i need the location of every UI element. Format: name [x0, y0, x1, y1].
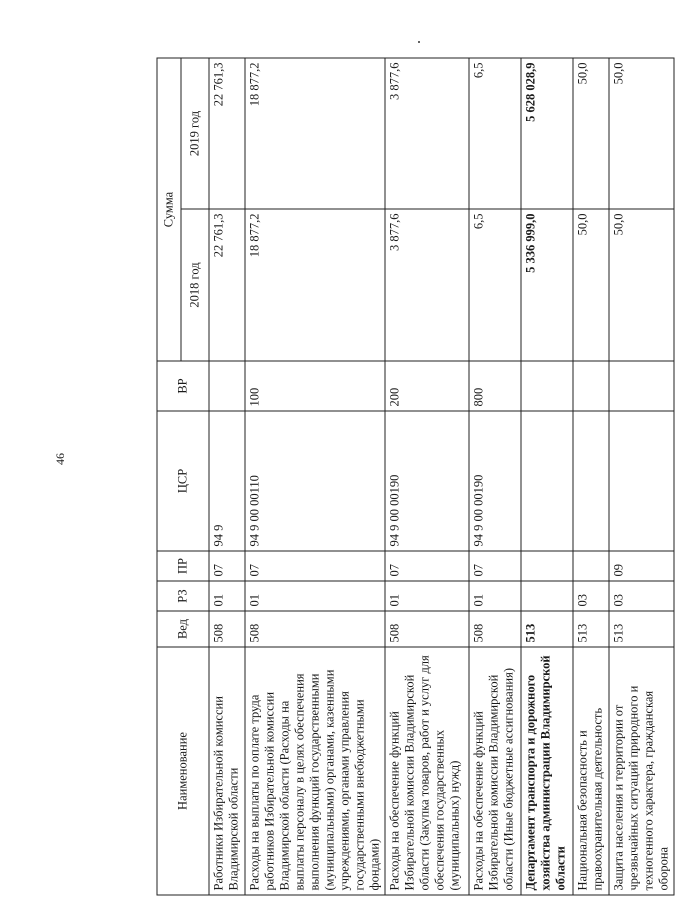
cell-name: Защита населения и территории от чрезвычайных ситуаций природного и техногенного характера, гражданская оборона — [609, 647, 674, 895]
header-name: Наименование — [157, 647, 209, 895]
cell-2019: 3 877,6 — [385, 58, 469, 209]
header-ved: Вед — [157, 611, 209, 647]
table-row — [385, 58, 469, 895]
cell-pr: 09 — [609, 551, 674, 581]
cell-ved: 508 — [209, 611, 245, 647]
cell-2018: 18 877,2 — [245, 209, 385, 361]
cell-rz: 01 — [209, 581, 245, 611]
cell-2019: 5 628 028,9 — [521, 58, 573, 209]
budget-table — [157, 58, 675, 896]
cell-csr — [573, 411, 609, 551]
cell-2019: 18 877,2 — [245, 58, 385, 209]
cell-2019: 22 761,3 — [209, 58, 245, 209]
cell-rz: 01 — [245, 581, 385, 611]
cell-vr: 100 — [245, 361, 385, 411]
cell-name: Работники Избирательной комиссии Владимирской области — [209, 647, 245, 895]
cell-csr — [521, 411, 573, 551]
cell-name: Национальная безопасность и правоохранительная деятельность — [573, 647, 609, 895]
cell-ved: 513 — [609, 611, 674, 647]
cell-name: Департамент транспорта и дорожного хозяйства администрации Владимирской области — [521, 647, 573, 895]
cell-2019: 6,5 — [469, 58, 521, 209]
cell-rz: 01 — [469, 581, 521, 611]
cell-csr — [609, 411, 674, 551]
cell-vr — [609, 361, 674, 411]
cell-2019: 50,0 — [609, 58, 674, 209]
cell-rz — [521, 581, 573, 611]
cell-pr: 07 — [245, 551, 385, 581]
table-row — [469, 58, 521, 895]
cell-ved: 513 — [573, 611, 609, 647]
cell-ved: 508 — [469, 611, 521, 647]
cell-2018: 50,0 — [609, 209, 674, 361]
cell-vr — [521, 361, 573, 411]
cell-vr — [209, 361, 245, 411]
table-row — [521, 58, 573, 895]
header-rz: РЗ — [157, 581, 209, 611]
header-row-1 — [157, 58, 181, 895]
cell-rz: 03 — [573, 581, 609, 611]
cell-csr: 94 9 00 00190 — [385, 411, 469, 551]
cell-csr: 94 9 00 00190 — [469, 411, 521, 551]
header-sum: Сумма — [157, 58, 181, 361]
header-2018: 2018 год — [181, 209, 209, 361]
budget-table-container — [157, 59, 671, 896]
cell-2018: 3 877,6 — [385, 209, 469, 361]
cell-pr: 07 — [209, 551, 245, 581]
table-row — [209, 58, 245, 895]
cell-vr — [573, 361, 609, 411]
cell-pr — [573, 551, 609, 581]
page-number: 46 — [53, 453, 67, 465]
scan-speck — [418, 41, 420, 43]
cell-rz: 03 — [609, 581, 674, 611]
cell-vr: 800 — [469, 361, 521, 411]
cell-pr: 07 — [469, 551, 521, 581]
cell-pr: 07 — [385, 551, 469, 581]
table-row — [609, 58, 674, 895]
header-pr: ПР — [157, 551, 209, 581]
cell-2018: 50,0 — [573, 209, 609, 361]
cell-pr — [521, 551, 573, 581]
cell-2018: 5 336 999,0 — [521, 209, 573, 361]
cell-2018: 6,5 — [469, 209, 521, 361]
cell-csr: 94 9 — [209, 411, 245, 551]
cell-ved: 508 — [245, 611, 385, 647]
header-vr: ВР — [157, 361, 209, 411]
cell-name: Расходы на обеспечение функций Избирательной комиссии Владимирской области (Закупка товаров, работ и услуг для обеспечения государственных (муниципальных) нужд) — [385, 647, 469, 895]
cell-name: Расходы на выплаты по оплате труда работников Избирательной комиссии Владимирской области (Расходы на выплаты персоналу в целях обеспечения выполнения функций государственными (муниципальными) органами, казенными учреждениями, органами управления государственными внебюджетными фондами) — [245, 647, 385, 895]
header-2019: 2019 год — [181, 58, 209, 209]
cell-rz: 01 — [385, 581, 469, 611]
table-row — [245, 58, 385, 895]
header-csr: ЦСР — [157, 411, 209, 551]
cell-ved: 508 — [385, 611, 469, 647]
cell-ved: 513 — [521, 611, 573, 647]
cell-2019: 50,0 — [573, 58, 609, 209]
cell-vr: 200 — [385, 361, 469, 411]
cell-name: Расходы на обеспечение функций Избирательной комиссии Владимирской области (Иные бюджетные ассигнования) — [469, 647, 521, 895]
cell-csr: 94 9 00 00110 — [245, 411, 385, 551]
table-row — [573, 58, 609, 895]
cell-2018: 22 761,3 — [209, 209, 245, 361]
